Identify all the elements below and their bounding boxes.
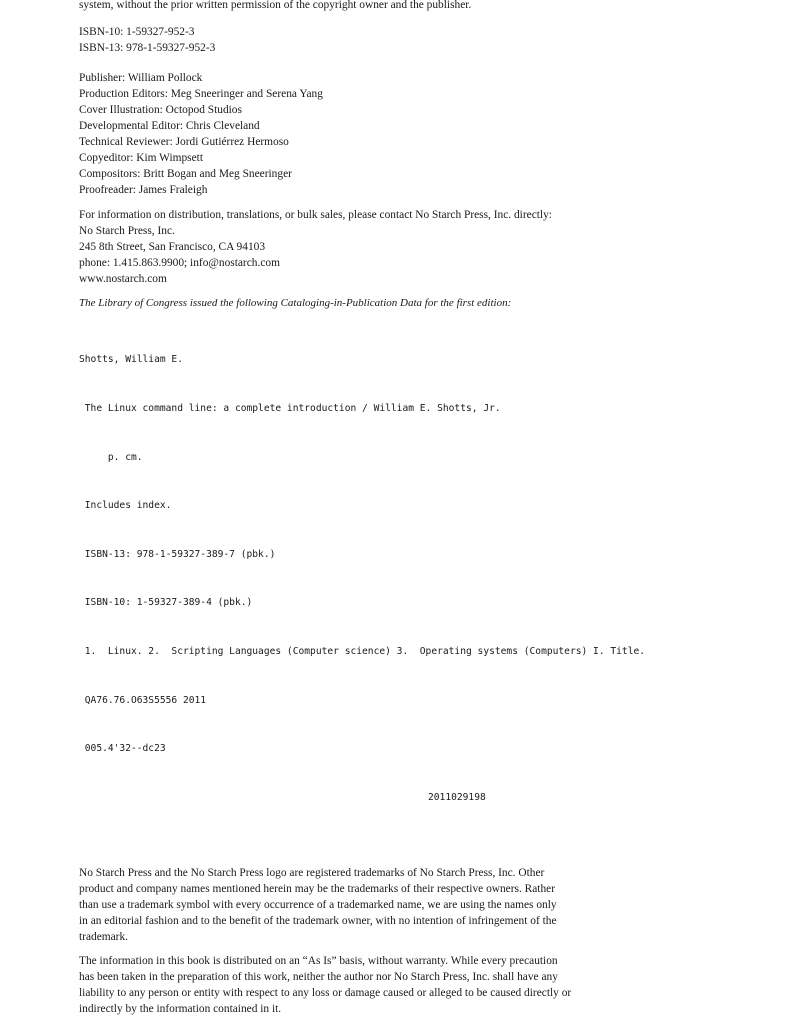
trademark-line: in an editorial fashion and to the benefit of the trademark owner, with no intention of infringement of the (79, 914, 557, 927)
contact-website[interactable]: www.nostarch.com (79, 273, 167, 285)
contact-company: No Starch Press, Inc. (79, 225, 175, 237)
isbn-13: ISBN-13: 978-1-59327-952-3 (79, 42, 216, 54)
warranty-line: The information in this book is distributed on an “As Is” basis, without warranty. While every precaution (79, 954, 558, 967)
cip-line: 1. Linux. 2. Scripting Languages (Computer science) 3. Operating systems (Computers) I. Title. (79, 646, 646, 658)
contact-address: 245 8th Street, San Francisco, CA 94103 (79, 241, 266, 253)
trademark-paragraph (79, 865, 679, 945)
contact-phone-email: phone: 1.415.863.9900; info@nostarch.com (79, 257, 280, 269)
trademark-line: product and company names mentioned herein may be the trademarks of their respective owners. Rather (79, 882, 556, 895)
cip-line: The Linux command line: a complete introduction / William E. Shotts, Jr. (79, 403, 501, 415)
warranty-line: indirectly by the information contained in it. (79, 1002, 282, 1015)
credit-cover-illustration: Cover Illustration: Octopod Studios (79, 104, 242, 116)
warranty-line: has been taken in the preparation of this work, neither the author nor No Starch Press, Inc. shall have any (79, 970, 558, 983)
credit-proofreader: Proofreader: James Fraleigh (79, 184, 208, 196)
cip-line: Includes index. (79, 500, 172, 512)
trademark-line: than use a trademark symbol with every occurrence of a trademarked name, we are using the names only (79, 898, 557, 911)
cip-line: 005.4'32--dc23 (79, 743, 166, 755)
trademark-line: trademark. (79, 930, 129, 943)
cip-line: p. cm. (79, 451, 143, 463)
isbn-block (79, 24, 679, 56)
credit-production-editors: Production Editors: Meg Sneeringer and Serena Yang (79, 88, 323, 100)
cip-line: ISBN-10: 1-59327-389-4 (pbk.) (79, 597, 253, 609)
warranty-paragraph (79, 953, 679, 1017)
cip-data-block (79, 320, 679, 839)
contact-intro: For information on distribution, translations, or bulk sales, please contact No Starch Press, Inc. directly: (79, 209, 552, 221)
credit-publisher: Publisher: William Pollock (79, 72, 203, 84)
cip-line: QA76.76.O63S5556 2011 (79, 694, 207, 706)
cip-line: Shotts, William E. (79, 354, 183, 366)
copyright-page (79, 0, 679, 1017)
cip-line: ISBN-13: 978-1-59327-389-7 (pbk.) (79, 548, 276, 560)
cip-note: The Library of Congress issued the following Cataloging-in-Publication Data for the first edition: (79, 297, 512, 309)
credit-technical-reviewer: Technical Reviewer: Jordi Gutiérrez Hermoso (79, 136, 289, 148)
warranty-line: liability to any person or entity with respect to any loss or damage caused or alleged to be caused directly or (79, 986, 572, 999)
trademark-line: No Starch Press and the No Starch Press logo are registered trademarks of No Starch Press, Inc. Other (79, 866, 545, 879)
credit-compositors: Compositors: Britt Bogan and Meg Sneeringer (79, 168, 292, 180)
credits-block (79, 70, 679, 198)
cip-control-number: 2011029198 (428, 791, 486, 803)
credit-copyeditor: Copyeditor: Kim Wimpsett (79, 152, 203, 164)
isbn-10: ISBN-10: 1-59327-952-3 (79, 26, 195, 38)
permission-line: system, without the prior written permission of the copyright owner and the publisher. (79, 0, 472, 11)
contact-block (79, 207, 679, 287)
credit-developmental-editor: Developmental Editor: Chris Cleveland (79, 120, 260, 132)
